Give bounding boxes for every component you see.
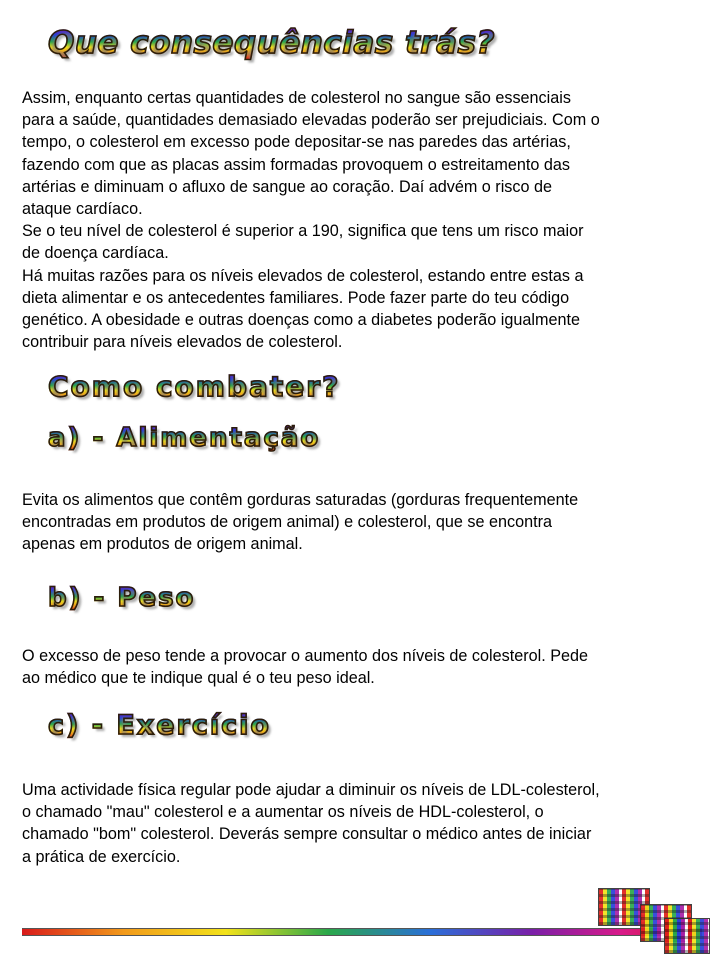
heading-consequences: Que consequências trás?: [48, 25, 495, 61]
heading-food: a) - Alimentação: [48, 423, 321, 453]
heading-combat: Como combater?: [48, 370, 341, 403]
paragraph-weight: O excesso de peso tende a provocar o aumento dos níveis de colesterol. Pede ao médico que te indique qual é o teu peso ideal.: [22, 647, 589, 688]
heading-exercise: c) - Exercício: [48, 710, 271, 741]
heading-weight: b) - Peso: [48, 583, 196, 613]
decorative-tile-3: [664, 918, 710, 954]
paragraph-exercise: Uma actividade física regular pode ajudar a diminuir os níveis de LDL-colesterol, o chamado "mau" colesterol e a aumentar os níveis de HDL-colesterol, o chamado "bom" colesterol. Deverás sempre consultar o médico antes de iniciar a prática de exercício.: [22, 781, 600, 866]
paragraph-consequences: Assim, enquanto certas quantidades de colesterol no sangue são essenciais para a saúde, quantidades demasiado elevadas poderão ser prejudiciais. Com o tempo, o colesterol em excesso pode depositar-se nas paredes das artérias, fazendo com que as placas assim formadas provoquem o estreitamento das artérias e diminuam o afluxo de sangue ao coração. Daí advém o risco de ataque cardíaco. Se o teu nível de colesterol é superior a 190, significa que tens um risco maior de doença cardíaca. Há muitas razões para os níveis elevados de colesterol, estando entre estas a dieta alimentar e os antecedentes familiares. Pode fazer parte do teu código genético. A obesidade e outras doenças como a diabetes poderão igualmente contribuir para níveis elevados de colesterol.: [22, 89, 600, 352]
paragraph-food: Evita os alimentos que contêm gorduras saturadas (gorduras frequentemente encontradas em produtos de origem animal) e colesterol, que se encontra apenas em produtos de origem animal.: [22, 491, 579, 554]
rainbow-divider: [22, 928, 702, 936]
